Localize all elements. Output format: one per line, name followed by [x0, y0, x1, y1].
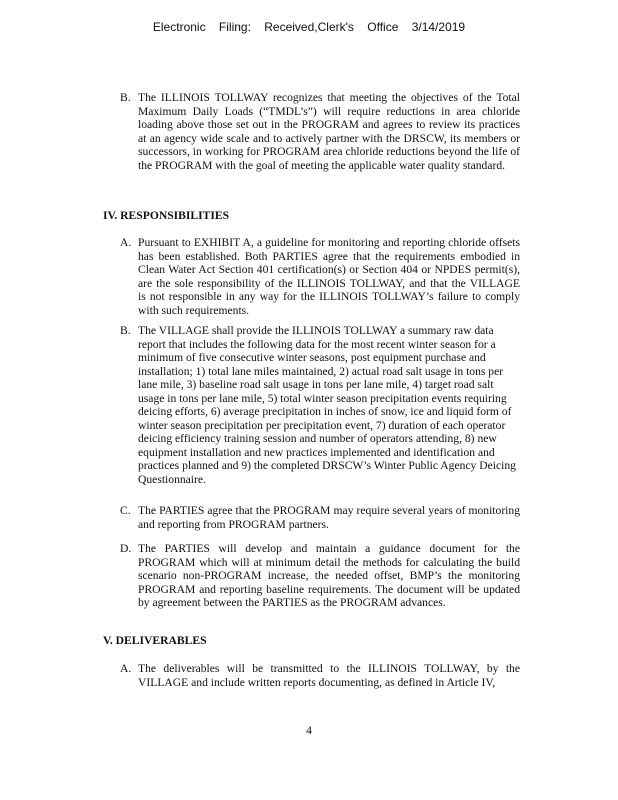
text-line: lane mile, 3) baseline road salt usage in tons per lane mile, 4) target road salt: [138, 378, 494, 391]
text-line: Questionnaire.: [138, 472, 206, 486]
page-number: 4: [306, 724, 312, 737]
text-line: Pursuant to EXHIBIT A, a guideline for monitoring and reporting chloride offsets: [138, 236, 520, 249]
text-line: report that includes the following data for the most recent winter season for a: [138, 337, 496, 351]
paragraph-iv-a: [120, 236, 520, 317]
text-line: winter season precipitation per precipitation event, 7) duration of each operator: [138, 418, 506, 432]
list-marker: B.: [120, 324, 131, 337]
paragraph-iv-d: [120, 542, 520, 610]
text-line: installation; 1) total lane miles maintained, 2) actual road salt usage in tons per: [138, 364, 504, 378]
paragraph-text: [138, 324, 520, 486]
paragraph-text: [138, 504, 520, 531]
text-line: equipment installation and new practices implemented and identification and: [138, 445, 495, 459]
text-line: practices planned and 9) the completed DRSCW’s Winter Public Agency Deicing: [138, 459, 516, 472]
paragraph-text: [138, 91, 520, 172]
paragraph-v-a: [120, 662, 520, 689]
paragraph-iv-c: [120, 504, 520, 531]
paragraph-iv-b: [120, 324, 520, 486]
text-line: PROGRAM and reporting baseline requirements. The document will be updated: [138, 582, 520, 596]
text-line: minimum of five consecutive winter seasons, post equipment purchase and: [138, 351, 486, 364]
text-line: by agreement between the PARTIES as the PROGRAM advances.: [138, 596, 446, 609]
text-line: The PARTIES agree that the PROGRAM may require several years of monitoring: [138, 504, 520, 517]
list-marker: A.: [120, 236, 132, 249]
text-line: successors, in working for PROGRAM area chloride reductions beyond the life of: [138, 145, 520, 158]
list-marker: A.: [120, 662, 132, 675]
text-line: The VILLAGE shall provide the ILLINOIS TOLLWAY a summary raw data: [138, 324, 494, 337]
text-line: the PROGRAM with the goal of meeting the applicable water quality standard.: [138, 158, 506, 172]
text-line: Maximum Daily Loads (“TMDL’s”) will require reductions in area chloride: [138, 104, 520, 118]
text-line: VILLAGE and include written reports documenting, as defined in Article IV,: [138, 675, 496, 689]
section-heading-deliverables: V. DELIVERABLES: [103, 634, 207, 647]
text-line: has been established. Both PARTIES agree that the requirements embodied in: [138, 249, 520, 263]
list-marker: D.: [120, 542, 132, 555]
text-line: are the sole responsibility of the ILLINOIS TOLLWAY, and that the VILLAGE: [138, 276, 520, 290]
text-line: deicing efforts, 6) average precipitation in inches of snow, ice and liquid form of: [138, 405, 512, 418]
list-marker: C.: [120, 504, 131, 517]
paragraph-text: [138, 236, 520, 317]
text-line: with such requirements.: [138, 303, 250, 317]
text-line: deicing efficiency training session and number of operators attending, 8) new: [138, 432, 497, 445]
text-line: usage in tons per lane mile, 5) total winter season precipitation events requiring: [138, 391, 507, 405]
text-line: PROGRAM which will at minimum detail the methods for calculating the build: [138, 555, 520, 569]
text-line: scenario non-PROGRAM increase, the needed offset, BMP’s the monitoring: [138, 569, 520, 582]
filing-stamp-header: Electronic Filing: Received,Clerk's Office 3/14/2019: [152, 20, 466, 34]
text-line: The PARTIES will develop and maintain a guidance document for the: [138, 542, 520, 555]
text-line: The deliverables will be transmitted to the ILLINOIS TOLLWAY, by the: [138, 662, 520, 675]
paragraph-text: [138, 662, 520, 689]
text-line: The ILLINOIS TOLLWAY recognizes that meeting the objectives of the Total: [138, 91, 520, 104]
text-line: and reporting from PROGRAM partners.: [138, 517, 329, 531]
text-line: Clean Water Act Section 401 certification(s) or Section 404 or NPDES permit(s),: [138, 263, 520, 276]
list-marker: B.: [120, 91, 131, 104]
paragraph-text: [138, 542, 520, 610]
text-line: is not responsible in any way for the ILLINOIS TOLLWAY’s failure to comply: [138, 290, 520, 303]
section-heading-responsibilities: IV. RESPONSIBILITIES: [103, 209, 230, 222]
text-line: loading above those set out in the PROGRAM and agrees to review its practices: [138, 118, 520, 131]
text-line: at an agency wide scale and to actively partner with the DRSCW, its members or: [138, 131, 520, 145]
paragraph-iii-b: [120, 91, 520, 172]
